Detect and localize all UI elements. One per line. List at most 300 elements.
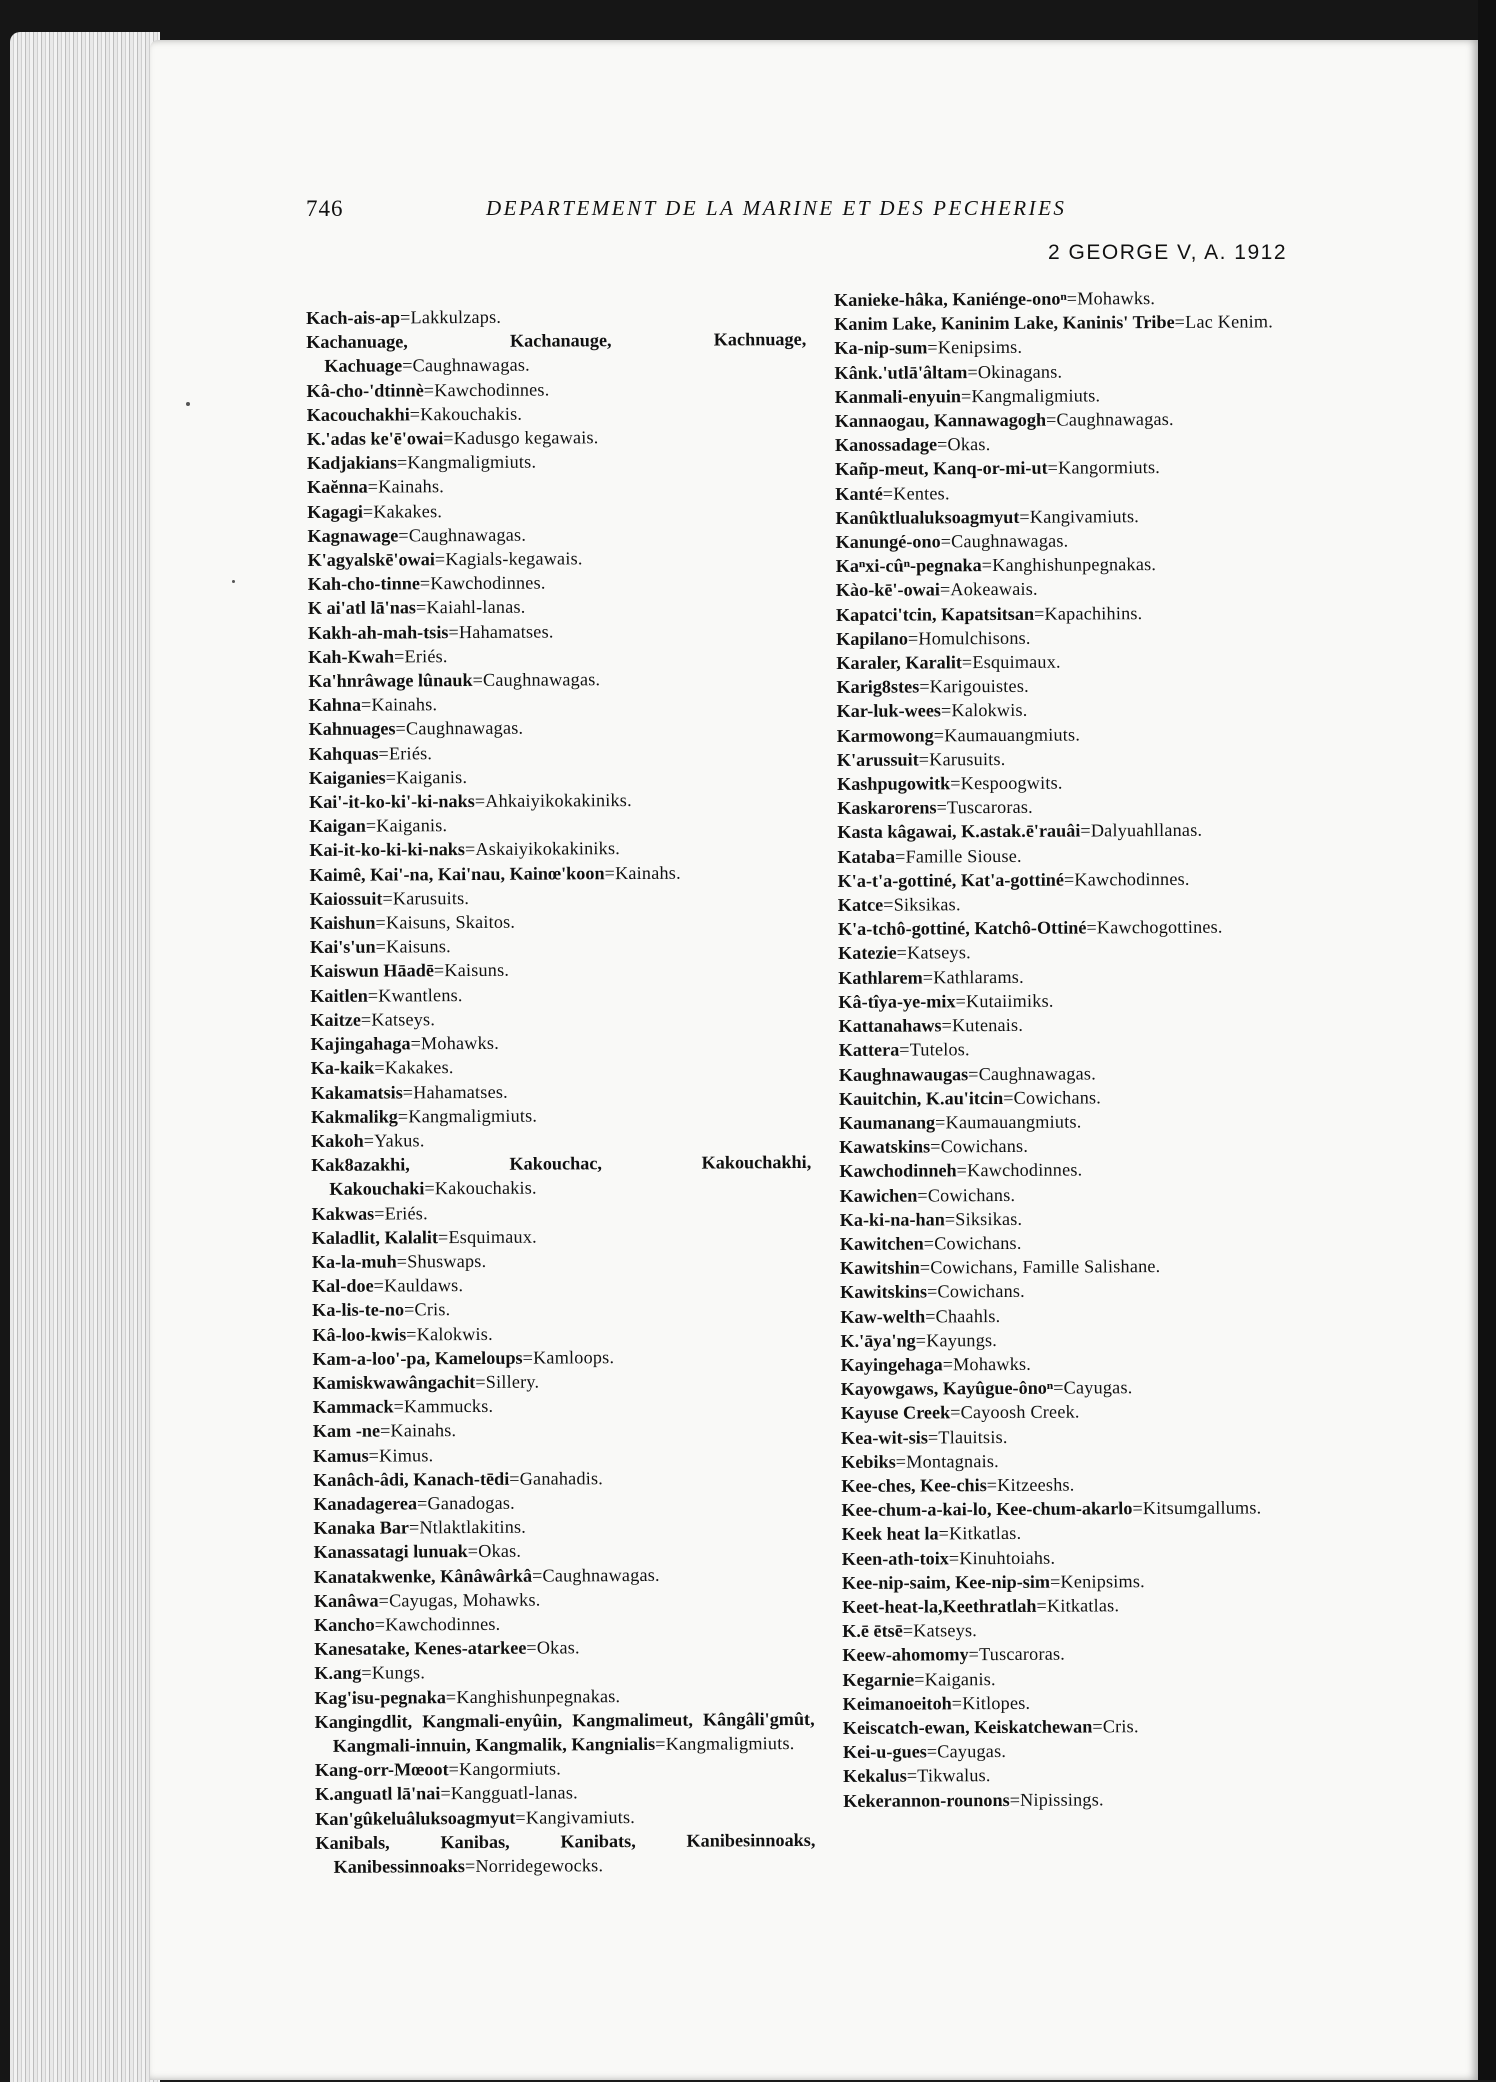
dictionary-entry xyxy=(837,817,1337,844)
entry-definition: =Lac Kenim. xyxy=(1174,311,1274,333)
dictionary-entry xyxy=(314,1682,814,1709)
right-column xyxy=(834,285,1343,1813)
entry-definition: =Ganadogas. xyxy=(416,1492,515,1514)
entry-definition: =Okas. xyxy=(526,1637,580,1658)
dictionary-entry xyxy=(310,932,810,959)
entry-term: Kamus xyxy=(312,1445,369,1466)
entry-definition: =Kainahs. xyxy=(360,694,438,715)
entry-term: Kataba xyxy=(837,846,896,867)
entry-definition: =Kakouchakis. xyxy=(409,403,523,425)
entry-definition: =Eriés. xyxy=(393,645,448,667)
entry-term: K.ang xyxy=(314,1663,362,1684)
entry-term: Kâ-loo-kwis xyxy=(312,1323,407,1345)
entry-definition: =Homulchisons. xyxy=(907,627,1031,649)
entry-term: Kapatci'tcin, Kapatsitsan xyxy=(835,603,1035,625)
dictionary-entry xyxy=(314,1610,814,1637)
entry-term: Kakmalikg xyxy=(310,1106,398,1127)
dictionary-entry xyxy=(308,666,808,693)
dictionary-entry xyxy=(835,406,1335,433)
entry-term: Kebiks xyxy=(841,1451,896,1472)
dictionary-entry xyxy=(314,1586,814,1613)
entry-term: Katezie xyxy=(838,943,897,964)
dictionary-entry xyxy=(839,1108,1339,1135)
dictionary-entry xyxy=(309,835,809,862)
dictionary-entry xyxy=(842,1592,1342,1619)
entry-term: Kadjakians xyxy=(306,452,397,474)
entry-term: Kaumanang xyxy=(839,1112,936,1133)
entry-definition: =Kakouchakis. xyxy=(424,1177,537,1199)
entry-term: Kagnawage xyxy=(307,525,399,546)
entry-definition: =Kangormiuts. xyxy=(1047,457,1161,479)
entry-term: Kai'-it-ko-ki'-ki-naks xyxy=(308,791,475,813)
entry-term: K'agyalskē'owai xyxy=(307,549,435,571)
entry-definition: =Kitlopes. xyxy=(951,1692,1031,1714)
entry-term: Kaiswun Hāadē xyxy=(310,960,434,982)
entry-definition: =Cris. xyxy=(404,1299,451,1320)
entry-term: Kag'isu-pegnaka xyxy=(314,1686,446,1708)
entry-term: Kal-doe xyxy=(311,1275,374,1297)
entry-term: Kâ-cho-'dtinnè xyxy=(306,379,424,401)
entry-definition: =Katseys. xyxy=(360,1009,436,1030)
dictionary-entry xyxy=(838,890,1338,917)
running-title: DEPARTEMENT DE LA MARINE ET DES PECHERIES xyxy=(486,196,1067,220)
entry-term: Kai-it-ko-ki-ki-naks xyxy=(309,839,466,861)
dictionary-entry xyxy=(307,400,807,427)
entry-term: Kào-kē'-owai xyxy=(835,579,940,601)
page-header xyxy=(306,196,1336,236)
dictionary-entry xyxy=(835,382,1335,409)
entry-term: Kannaogau, Kannawagogh xyxy=(834,409,1047,432)
entry-term: Keek heat la xyxy=(841,1523,939,1545)
dictionary-entry xyxy=(838,963,1338,990)
entry-term: Kapilano xyxy=(836,628,908,649)
entry-definition: =Kangivamiuts. xyxy=(1019,505,1140,527)
dictionary-entry xyxy=(841,1447,1341,1474)
entry-term: Kan'gûkeluâluksoagmyut xyxy=(315,1807,516,1829)
dictionary-entry xyxy=(310,1005,810,1032)
entry-definition: =Okas. xyxy=(467,1541,522,1562)
dictionary-entry xyxy=(307,472,807,499)
entry-definition: =Mohawks. xyxy=(1066,288,1156,309)
entry-term: Kashpugowitk xyxy=(836,773,951,795)
entry-definition: =Kaiganis. xyxy=(385,766,468,788)
entry-definition: =Kitsumgallums. xyxy=(1132,1497,1262,1519)
entry-definition: =Kenipsims. xyxy=(1049,1570,1145,1592)
entry-term: Keew-ahomomy xyxy=(842,1644,969,1666)
entry-term: Ka-kaik xyxy=(310,1057,375,1079)
entry-term: Kaskarorens xyxy=(837,797,937,819)
dictionary-entry xyxy=(837,721,1337,748)
entry-term: Kaw-welth xyxy=(840,1305,926,1327)
entry-term: Kayingehaga xyxy=(840,1354,943,1375)
entry-definition: =Kawchodinnes. xyxy=(1063,868,1190,890)
dictionary-entry xyxy=(841,1471,1341,1498)
dictionary-entry xyxy=(309,811,809,838)
dictionary-entry xyxy=(312,1319,812,1346)
entry-term: Kaiossuit xyxy=(309,888,383,909)
entry-term: Kei-u-gues xyxy=(842,1741,927,1763)
entry-term: Kee-nip-saim, Kee-nip-sim xyxy=(841,1571,1051,1593)
entry-term: Kayowgaws, Kayûgue-ônoⁿ xyxy=(840,1377,1054,1400)
dictionary-entry xyxy=(840,1253,1340,1280)
entry-term: Kekerannon-rounons xyxy=(843,1789,1010,1811)
entry-definition: =Kaisuns. xyxy=(375,936,451,957)
entry-definition: =Cowichans. xyxy=(917,1184,1016,1206)
entry-definition: =Kangivamiuts. xyxy=(515,1806,636,1828)
dictionary-entry xyxy=(835,454,1335,481)
dictionary-entry xyxy=(311,1053,811,1080)
entry-definition: =Kadusgo kegawais. xyxy=(443,427,599,449)
entry-definition: =Katseys. xyxy=(896,942,971,964)
dictionary-entry xyxy=(834,309,1334,336)
dictionary-entry xyxy=(310,956,810,983)
entry-term: Kattanahaws xyxy=(838,1015,942,1037)
dictionary-entry xyxy=(843,1786,1343,1813)
entry-definition: =Kaumauangmiuts. xyxy=(935,1111,1082,1133)
entry-definition: =Kentes. xyxy=(882,482,950,504)
entry-definition: =Shuswaps. xyxy=(396,1250,487,1272)
entry-term: Kancho xyxy=(313,1614,375,1635)
dictionary-entry xyxy=(839,1035,1339,1062)
dictionary-entry xyxy=(843,1689,1343,1716)
entry-definition: =Hahamatses. xyxy=(402,1081,508,1102)
entry-term: Kanâwa xyxy=(313,1590,379,1611)
entry-definition: =Kawchodinnes. xyxy=(419,572,546,594)
dictionary-entry xyxy=(308,690,808,717)
entry-term: Kammack xyxy=(312,1396,394,1418)
entry-definition: =Esquimaux. xyxy=(961,651,1061,673)
entry-term: Karmowong xyxy=(836,725,934,746)
entry-term: Kauitchin, K.au'itcin xyxy=(838,1087,1004,1109)
entry-definition: =Tlauitsis. xyxy=(927,1426,1008,1447)
entry-term: Kaigan xyxy=(309,815,366,837)
dictionary-entry xyxy=(843,1713,1343,1740)
entry-term: Kânk.'utlā'âltam xyxy=(834,361,968,383)
entry-term: Katce xyxy=(837,894,884,916)
entry-term: K.ē ētsē xyxy=(842,1620,903,1642)
entry-term: Keen-ath-toix xyxy=(841,1547,949,1569)
dictionary-entry xyxy=(836,624,1336,651)
entry-term: Kaitze xyxy=(310,1009,361,1030)
entry-definition: =Siksikas. xyxy=(944,1208,1023,1230)
entry-term: K.'āya'ng xyxy=(840,1330,916,1351)
entry-definition: =Kaumauangmiuts. xyxy=(933,724,1081,746)
entry-definition: =Kwantlens. xyxy=(367,984,463,1006)
dictionary-entry xyxy=(308,642,808,669)
entry-definition: =Eriés. xyxy=(378,742,433,764)
entry-definition: =Kangmaligmiuts. xyxy=(655,1733,795,1754)
entry-term: Kea-wit-sis xyxy=(840,1426,928,1448)
entry-term: Kanim Lake, Kaninim Lake, Kaninis' Tribe xyxy=(834,312,1175,335)
dictionary-entry xyxy=(840,1277,1340,1304)
dictionary-entry xyxy=(311,1198,811,1225)
entry-definition: =Kangguatl-lanas. xyxy=(440,1782,578,1804)
dictionary-entry xyxy=(837,842,1337,869)
entry-term: Kawitchen xyxy=(839,1233,924,1254)
dictionary-entry xyxy=(313,1368,813,1395)
dictionary-entry xyxy=(312,1223,812,1250)
entry-term: Kanibals, Kanibas, Kanibats, Kanibesinnoaks, Kanibessinnoaks xyxy=(315,1829,816,1877)
entry-term: Kanungé-ono xyxy=(835,531,941,553)
page-number: 746 xyxy=(306,196,344,221)
entry-term: Ka-nip-sum xyxy=(834,337,928,359)
entry-definition: =Montagnais. xyxy=(895,1450,999,1472)
entry-term: Kayuse Creek xyxy=(840,1402,951,1424)
entry-term: Kajingahaga xyxy=(310,1033,411,1055)
entry-definition: =Caughnawagas. xyxy=(402,355,530,376)
dictionary-entry xyxy=(311,1126,811,1153)
entry-definition: =Mohawks. xyxy=(942,1353,1032,1375)
dictionary-entry xyxy=(838,866,1338,893)
entry-term: Kanossadage xyxy=(834,434,938,456)
entry-term: Kanâch-âdi, Kanach-tēdi xyxy=(313,1468,510,1490)
entry-definition: =Kangmaligmiuts. xyxy=(960,385,1101,407)
dictionary-entry xyxy=(838,987,1338,1014)
dictionary-entry xyxy=(838,1011,1338,1038)
entry-definition: =Cayugas. xyxy=(926,1741,1007,1762)
entry-term: Kanatakwenke, Kânâwârkâ xyxy=(313,1565,533,1587)
entry-term: Kaiganies xyxy=(308,767,386,788)
entry-definition: =Chaahls. xyxy=(925,1305,1001,1326)
entry-term: Kak8azakhi, Kakouchac, Kakouchakhi, Kakouchaki xyxy=(311,1152,812,1200)
entry-definition: =Kespoogwits. xyxy=(950,772,1063,794)
entry-term: Kah-cho-tinne xyxy=(307,573,420,595)
entry-definition: =Tuscaroras. xyxy=(936,797,1033,818)
entry-term: Kagagi xyxy=(307,501,363,522)
dictionary-entry xyxy=(310,981,810,1008)
entry-term: Kangingdlit, Kangmali-enyûin, Kangmalimeut, Kângâli'gmût, Kangmali-innuin, Kangmalik, Kangnialis xyxy=(314,1708,815,1756)
entry-term: Kam -ne xyxy=(312,1420,381,1442)
dictionary-entry xyxy=(308,618,808,645)
entry-term: Kathlarem xyxy=(838,967,923,988)
entry-definition: =Tuscaroras. xyxy=(968,1643,1066,1665)
entry-definition: =Kainahs. xyxy=(367,476,445,498)
dictionary-entry xyxy=(312,1247,812,1274)
dictionary-entry xyxy=(307,545,807,572)
entry-term: Kawitskins xyxy=(840,1281,928,1303)
entry-definition: =Kenipsims. xyxy=(927,337,1023,358)
entry-term: K'arussuit xyxy=(836,749,919,770)
entry-definition: =Dalyuahllanas. xyxy=(1080,820,1203,841)
entry-term: Ka-lis-te-no xyxy=(312,1299,405,1321)
entry-definition: =Kagials-kegawais. xyxy=(434,548,583,570)
entry-definition: =Caughnawagas. xyxy=(940,530,1069,552)
dictionary-entry xyxy=(315,1755,815,1782)
entry-term: Kakamatsis xyxy=(310,1081,403,1103)
entry-definition: =Kakakes. xyxy=(362,500,443,522)
dictionary-entry xyxy=(841,1495,1341,1522)
entry-term: Kanassatagi lunuak xyxy=(313,1541,468,1563)
entry-term: Karig8stes xyxy=(836,676,920,698)
entry-definition: =Kamloops. xyxy=(522,1346,615,1368)
entry-definition: =Kakakes. xyxy=(374,1057,454,1078)
entry-term: Kee-ches, Kee-chis xyxy=(841,1475,987,1496)
dictionary-entry xyxy=(311,1102,811,1129)
entry-definition: =Cayugas. xyxy=(1053,1377,1133,1398)
dictionary-entry xyxy=(835,479,1335,506)
dictionary-entry xyxy=(309,714,809,741)
dictionary-entry xyxy=(840,1301,1340,1328)
entry-definition: =Kangormiuts. xyxy=(448,1758,562,1780)
dictionary-entry xyxy=(835,503,1335,530)
entry-definition: =Mohawks. xyxy=(410,1032,499,1054)
entry-term: Kai's'un xyxy=(309,936,376,958)
entry-term: Kattera xyxy=(838,1039,900,1061)
entry-term: Kakh-ah-mah-tsis xyxy=(307,621,449,643)
dictionary-entry xyxy=(834,333,1334,360)
dictionary-entry xyxy=(840,1205,1340,1232)
dictionary-entry xyxy=(839,1059,1339,1086)
entry-definition: =Kinuhtoiahs. xyxy=(948,1547,1056,1568)
entry-definition: =Kathlarams. xyxy=(922,966,1024,988)
scan-right-border xyxy=(1478,0,1496,2080)
dictionary-entry xyxy=(841,1350,1341,1377)
dictionary-entry xyxy=(836,672,1336,699)
dictionary-entry xyxy=(314,1537,814,1564)
dictionary-entry xyxy=(835,430,1335,457)
entry-definition: =Kangmaligmiuts. xyxy=(396,451,537,473)
entry-term: Kegarnie xyxy=(842,1669,915,1690)
dictionary-entry xyxy=(314,1634,814,1661)
dictionary-entry xyxy=(842,1543,1342,1570)
dictionary-entry xyxy=(843,1761,1343,1788)
dictionary-entry xyxy=(307,448,807,475)
left-column xyxy=(306,303,816,1879)
entry-definition: =Cowichans. xyxy=(930,1135,1029,1157)
dictionary-entry xyxy=(837,769,1337,796)
entry-definition: =Caughnawagas. xyxy=(531,1564,660,1586)
entry-term: Kanieke-hâka, Kaniénge-onoⁿ xyxy=(834,288,1067,310)
entry-definition: =Kaisuns, Skaitos. xyxy=(375,911,516,933)
entry-term: Kanté xyxy=(835,483,883,504)
dictionary-entry xyxy=(306,303,806,330)
dictionary-entry xyxy=(839,1132,1339,1159)
entry-term: Ka-ki-na-han xyxy=(839,1209,945,1230)
entry-definition: =Okinagans. xyxy=(967,361,1063,382)
scan-speck xyxy=(186,402,190,406)
entry-definition: =Kaisuns. xyxy=(433,960,510,981)
entry-term: Kaⁿxi-cûⁿ-pegnaka xyxy=(835,555,982,577)
entry-definition: =Norridegewocks. xyxy=(464,1855,604,1877)
entry-definition: =Kawchodinnes. xyxy=(423,379,550,400)
dictionary-entry xyxy=(309,763,809,790)
entry-definition: =Kanghishunpegnakas. xyxy=(981,554,1157,576)
entry-term: Ka-la-muh xyxy=(311,1251,397,1272)
dictionary-entry xyxy=(306,327,806,378)
entry-definition: =Ntlaktlakitins. xyxy=(408,1516,527,1538)
dictionary-entry xyxy=(312,1271,812,1298)
entry-term: Karaler, Karalit xyxy=(836,652,962,674)
dictionary-entry xyxy=(835,527,1335,554)
dictionary-entry xyxy=(312,1344,812,1371)
entry-term: Kawitshin xyxy=(839,1257,920,1279)
entry-definition: =Kayungs. xyxy=(915,1329,998,1351)
entry-definition: =Kawchogottines. xyxy=(1086,916,1223,938)
entry-term: Ka'hnrâwage lûnauk xyxy=(308,670,473,692)
entry-definition: =Caughnawagas. xyxy=(395,718,524,739)
dictionary-entry xyxy=(841,1374,1341,1401)
entry-definition: =Siksikas. xyxy=(883,894,961,915)
entry-definition: =Famille Siouse. xyxy=(895,845,1022,867)
dictionary-entry xyxy=(315,1804,815,1831)
dictionary-entry xyxy=(310,884,810,911)
entry-definition: =Cowichans, Famille Salishane. xyxy=(919,1256,1161,1278)
entry-term: Kach-ais-ap xyxy=(306,307,401,328)
dictionary-entry xyxy=(842,1616,1342,1643)
dictionary-entry xyxy=(313,1392,813,1419)
dictionary-entry xyxy=(309,739,809,766)
entry-definition: =Ahkaiyikokakiniks. xyxy=(474,790,632,812)
dictionary-entry xyxy=(843,1737,1343,1764)
entry-term: Kanûktlualuksoagmyut xyxy=(835,506,1020,528)
entry-definition: =Kainahs. xyxy=(379,1420,457,1441)
entry-definition: =Cowichans. xyxy=(927,1281,1025,1302)
entry-definition: =Nipissings. xyxy=(1009,1788,1104,1810)
entry-definition: =Kalokwis. xyxy=(406,1323,493,1344)
dictionary-entry xyxy=(314,1658,814,1685)
dictionary-entry xyxy=(311,1077,811,1104)
entry-definition: =Cayoosh Creek. xyxy=(950,1401,1080,1423)
entry-term: K'a-t'a-gottiné, Kat'a-gottiné xyxy=(837,869,1064,891)
dictionary-entry xyxy=(839,1084,1339,1111)
dictionary-entry xyxy=(834,285,1334,312)
entry-term: Kamiskwawângachit xyxy=(312,1371,476,1393)
dictionary-entry xyxy=(841,1422,1341,1449)
dictionary-entry xyxy=(309,860,809,887)
entry-definition: =Cowichans. xyxy=(1003,1087,1102,1108)
entry-term: K.'adas ke'ē'owai xyxy=(306,428,444,450)
entry-definition: =Kanghishunpegnakas. xyxy=(445,1685,621,1707)
entry-definition: =Tikwalus. xyxy=(906,1765,991,1786)
entry-term: K.anguatl lā'nai xyxy=(315,1783,441,1805)
dictionary-entry xyxy=(314,1561,814,1588)
entry-term: Kanesatake, Kenes-atarkee xyxy=(314,1637,527,1660)
entry-term: Kacouchakhi xyxy=(306,404,410,425)
entry-definition: =Kimus. xyxy=(368,1444,434,1466)
entry-definition: =Kutaiimiks. xyxy=(955,990,1054,1012)
dictionary-entry xyxy=(313,1489,813,1516)
dictionary-entry xyxy=(310,908,810,935)
entry-definition: =Kawchodinnes. xyxy=(956,1159,1083,1181)
entry-term: Kaitlen xyxy=(310,985,368,1006)
entry-term: Kaĕnna xyxy=(307,477,368,498)
entry-term: Kam-a-loo'-pa, Kameloups xyxy=(312,1347,523,1369)
entry-definition: =Lakkulzaps. xyxy=(399,306,502,328)
dictionary-entry xyxy=(306,376,806,403)
entry-definition: =Esquimaux. xyxy=(437,1226,537,1247)
dictionary-entry xyxy=(836,648,1336,675)
dictionary-entry xyxy=(841,1398,1341,1425)
dictionary-entry xyxy=(840,1326,1340,1353)
dictionary-entry xyxy=(309,787,809,814)
entry-definition: =Kutenais. xyxy=(941,1014,1024,1036)
entry-term: Kâ-tîya-ye-mix xyxy=(838,991,956,1012)
entry-definition: =Kammucks. xyxy=(393,1396,494,1417)
entry-definition: =Karusuits. xyxy=(382,887,470,909)
entry-definition: =Askaiyikokakiniks. xyxy=(464,838,621,860)
entry-definition: =Karusuits. xyxy=(918,748,1006,770)
dictionary-entry xyxy=(836,600,1336,627)
dictionary-entry xyxy=(839,1156,1339,1183)
dictionary-entry xyxy=(313,1465,813,1492)
entry-definition: =Caughnawagas. xyxy=(398,524,527,546)
dictionary-entry xyxy=(838,938,1338,965)
entry-term: Kanmali-enyuin xyxy=(834,386,962,407)
entry-term: Keimanoeitoh xyxy=(842,1693,952,1714)
entry-term: Kañp-meut, Kanq-or-mi-ut xyxy=(835,458,1048,480)
dictionary-entry xyxy=(308,569,808,596)
entry-definition: =Caughnawagas. xyxy=(968,1062,1096,1084)
